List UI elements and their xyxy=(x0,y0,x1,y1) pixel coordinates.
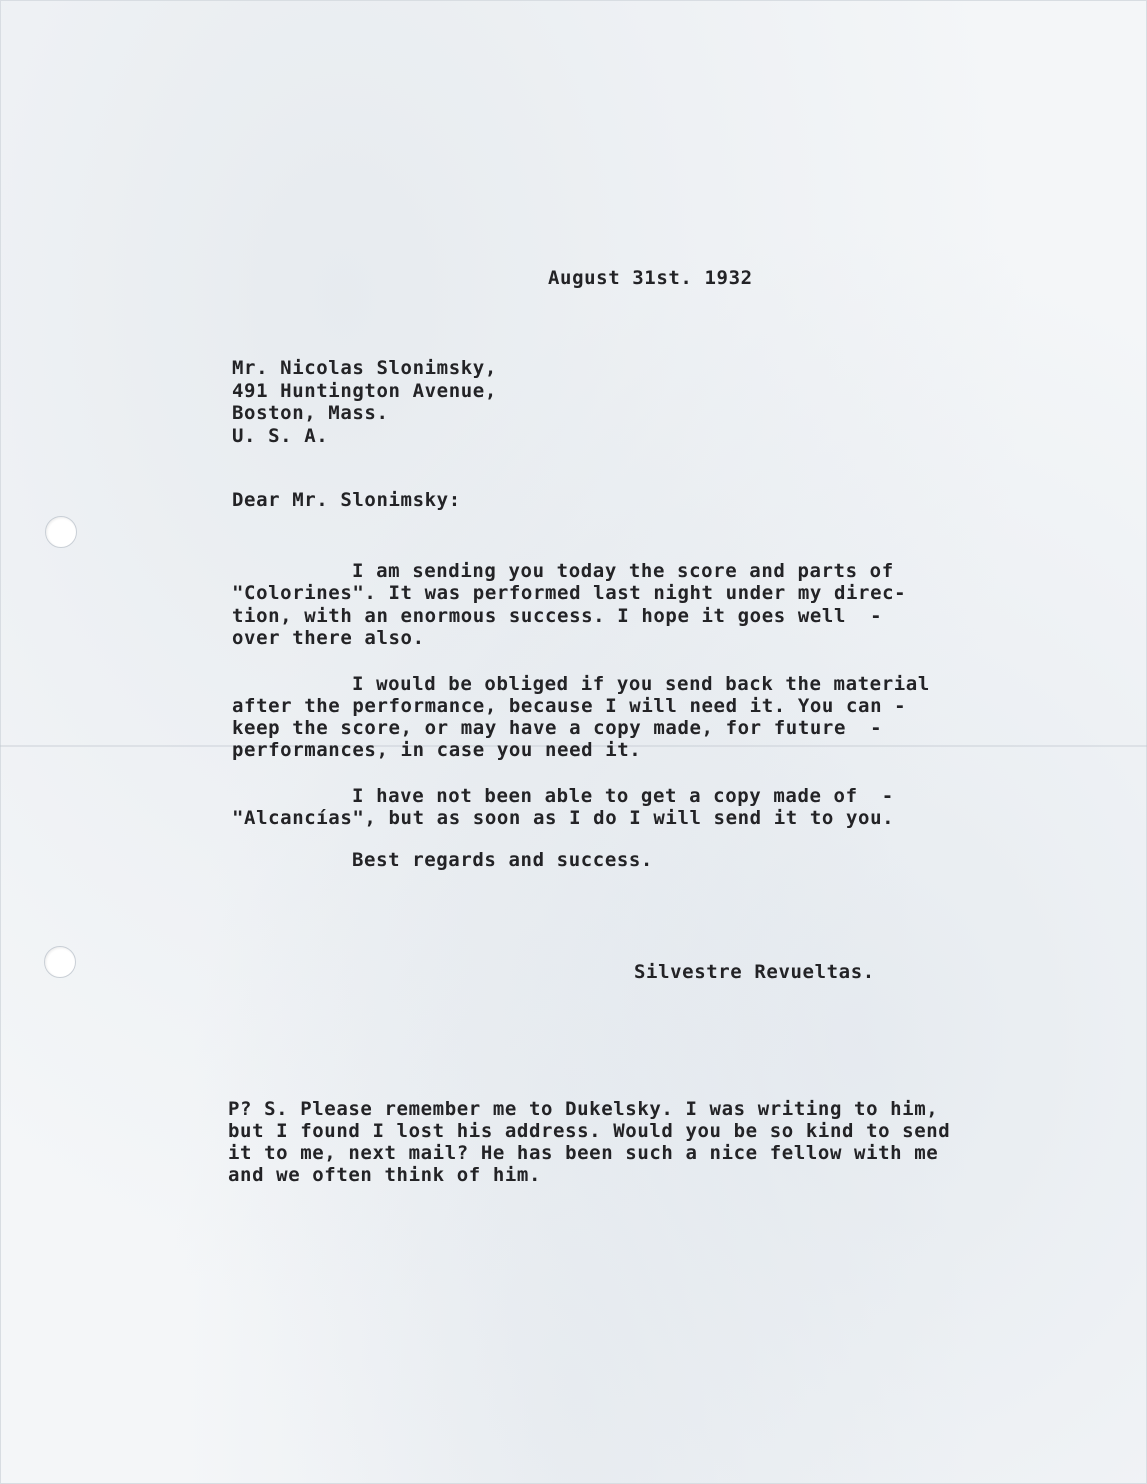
recipient-country-line: U. S. A. xyxy=(232,425,329,447)
paragraph-1-line: I am sending you today the score and parts of xyxy=(352,560,894,582)
paragraph-1-line: over there also. xyxy=(232,627,425,649)
postscript-line: it to me, next mail? He has been such a nice fellow with me xyxy=(228,1142,939,1164)
paragraph-2-line: keep the score, or may have a copy made, for future - xyxy=(232,717,883,739)
closing-line: Best regards and success. xyxy=(352,849,653,871)
punch-hole-top xyxy=(45,516,77,548)
paragraph-2-line: performances, in case you need it. xyxy=(232,739,642,761)
punch-hole-bottom xyxy=(44,946,76,978)
paragraph-3-line: I have not been able to get a copy made of - xyxy=(352,785,894,807)
recipient-city-line: Boston, Mass. xyxy=(232,402,389,424)
recipient-street-line: 491 Huntington Avenue, xyxy=(232,380,497,402)
paragraph-1-line: "Colorines". It was performed last night under my direc- xyxy=(232,582,907,604)
postscript-line: but I found I lost his address. Would you be so kind to send xyxy=(228,1120,951,1142)
recipient-name-line: Mr. Nicolas Slonimsky, xyxy=(232,357,497,379)
paragraph-3-line: "Alcancías", but as soon as I do I will send it to you. xyxy=(232,807,895,829)
paragraph-2-line: after the performance, because I will need it. You can - xyxy=(232,695,907,717)
letter-date: August 31st. 1932 xyxy=(548,267,753,289)
postscript-line: P? S. Please remember me to Dukelsky. I was writing to him, xyxy=(228,1098,939,1120)
salutation: Dear Mr. Slonimsky: xyxy=(232,489,461,511)
paragraph-2-line: I would be obliged if you send back the material xyxy=(352,673,930,695)
signature-typed-name: Silvestre Revueltas. xyxy=(634,961,875,983)
postscript-line: and we often think of him. xyxy=(228,1164,542,1186)
paragraph-1-line: tion, with an enormous success. I hope it goes well - xyxy=(232,605,883,627)
